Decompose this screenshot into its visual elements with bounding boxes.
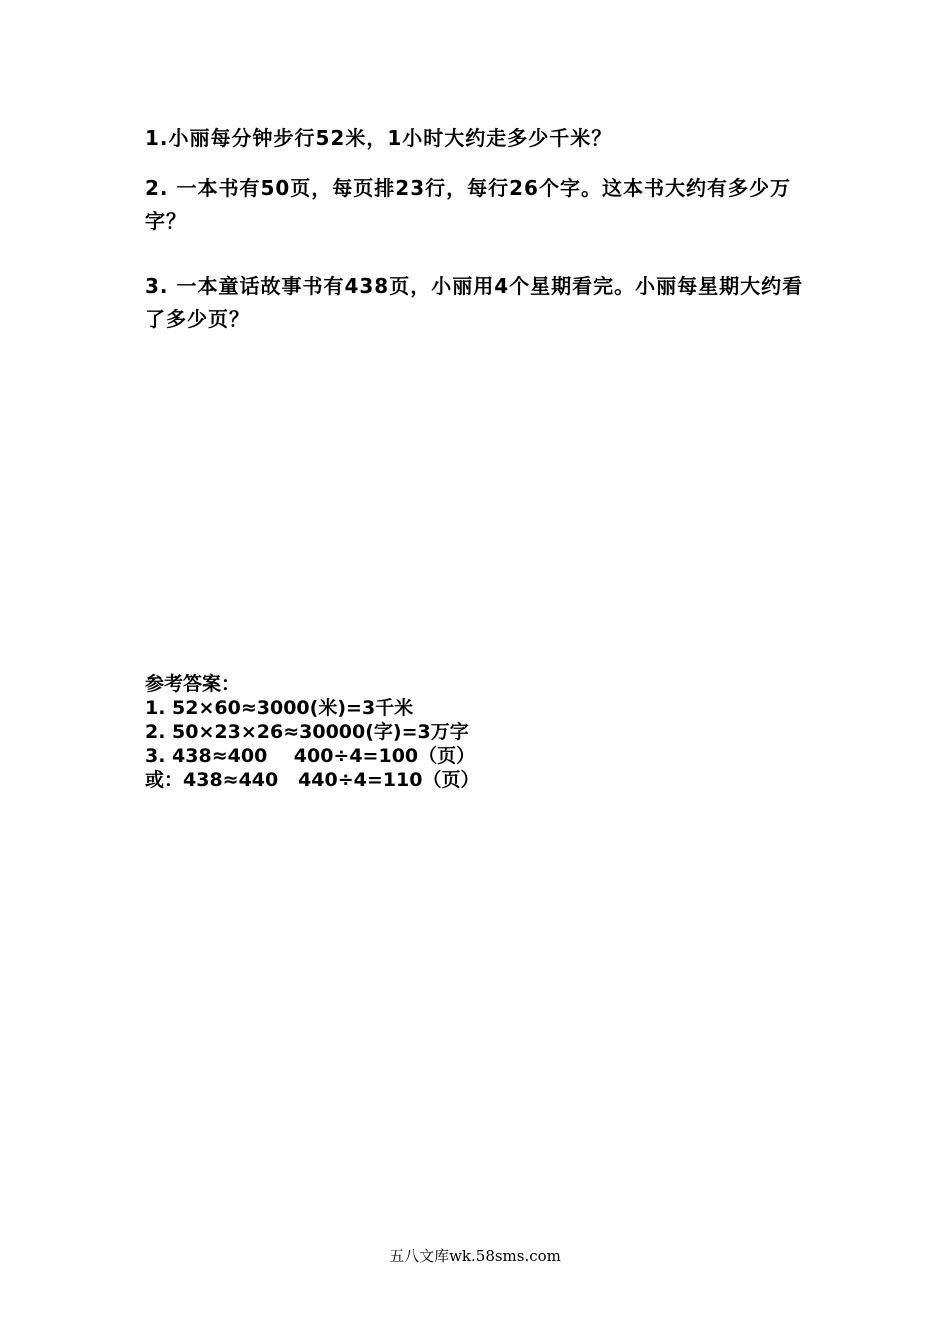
question-3: 3. 一本童话故事书有438页，小丽用4个星期看完。小丽每星期大约看了多少页？: [145, 274, 804, 331]
answer-line-3: 3. 438≈400 400÷4=100（页）: [145, 745, 476, 767]
answer-line-4: 或：438≈440 440÷4=110（页）: [145, 769, 480, 791]
page-footer-watermark: 五八文库wk.58sms.com: [389, 1247, 561, 1265]
question-1: 1.小丽每分钟步行52米，1小时大约走多少千米？: [145, 126, 613, 150]
answer-heading: 参考答案：: [145, 673, 241, 695]
question-2: 2. 一本书有50页，每页排23行，每行26个字。这本书大约有多少万字？: [145, 176, 791, 233]
answer-line-2: 2. 50×23×26≈30000(字)=3万字: [145, 721, 469, 743]
answer-line-1: 1. 52×60≈3000(米)=3千米: [145, 697, 414, 719]
answer-key: [145, 672, 810, 792]
